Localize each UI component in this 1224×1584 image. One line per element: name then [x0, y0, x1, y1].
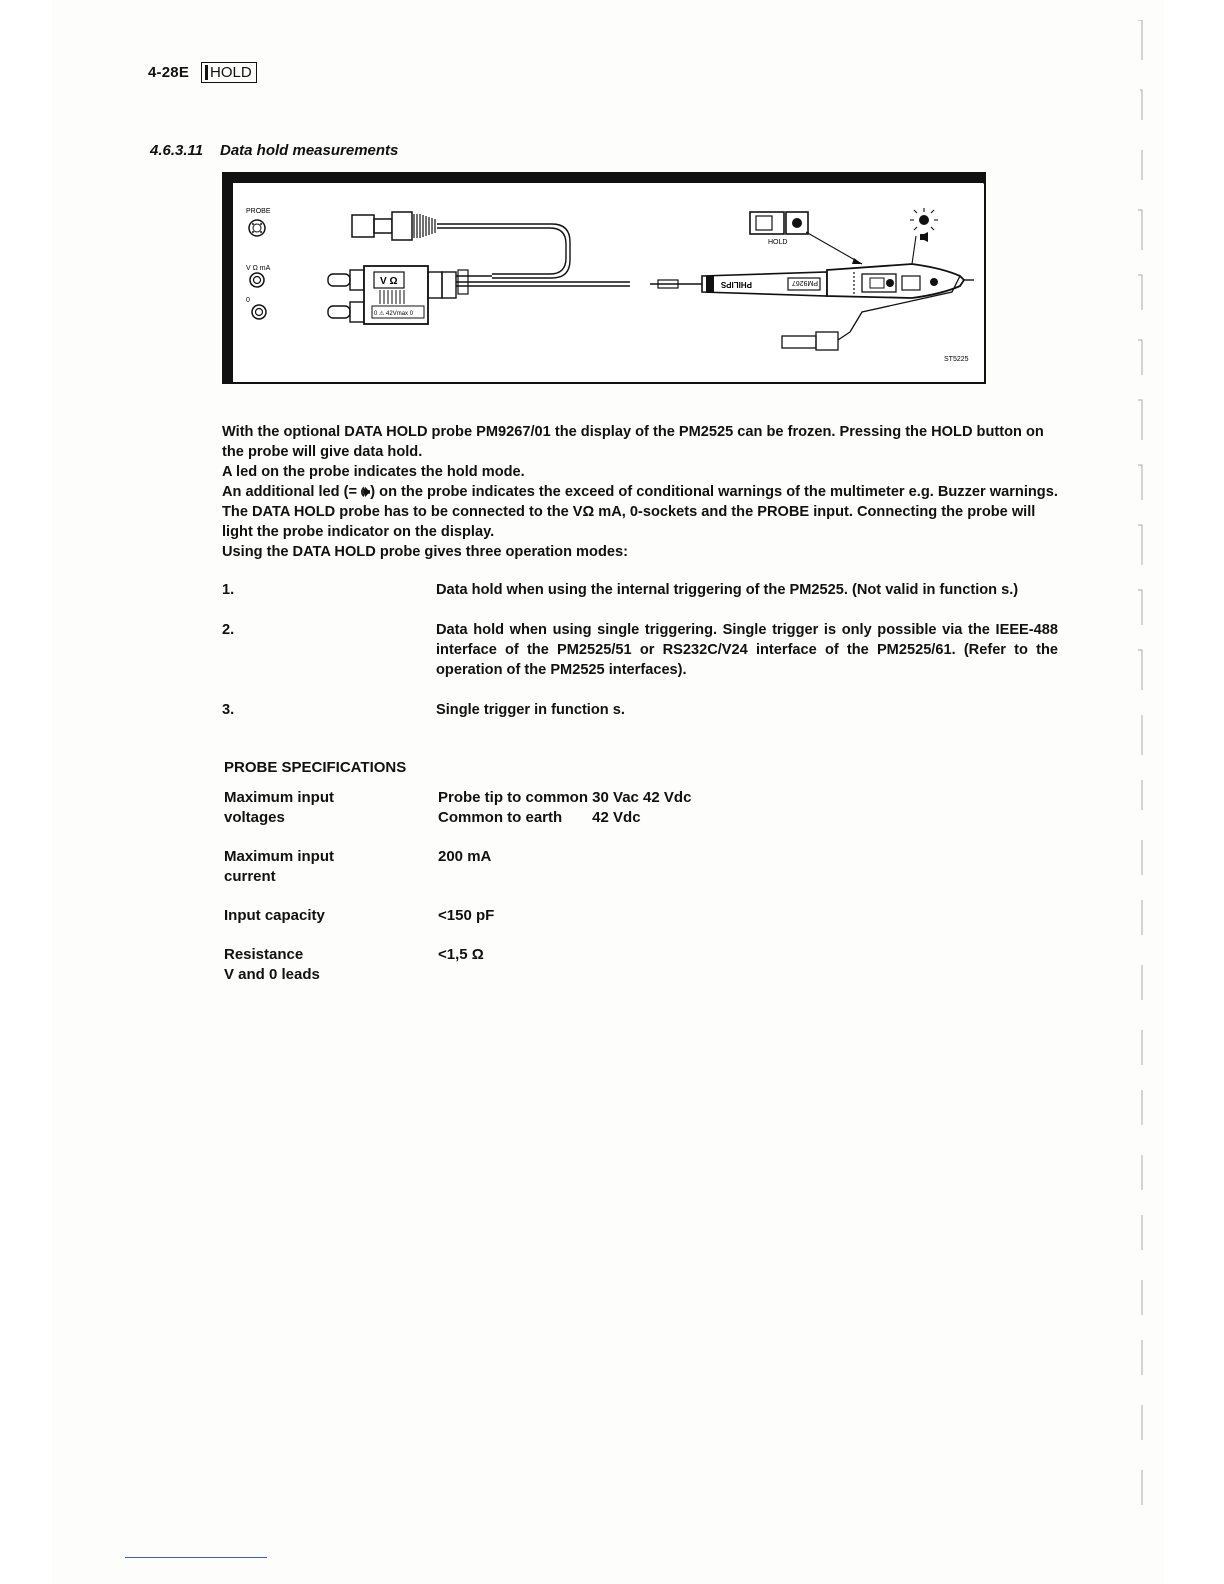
svg-text:PHILIPS: PHILIPS [720, 280, 752, 289]
mode-text: Data hold when using the internal triggering of the PM2525. (Not valid in function s.) [436, 582, 1019, 598]
spec-row [224, 847, 824, 887]
mode-text: Single trigger in function s. [436, 702, 625, 718]
hold-key-label: HOLD [210, 64, 252, 81]
description-paragraph: Using the DATA HOLD probe gives three operation modes: [222, 544, 628, 560]
page-number: 4-28E [148, 64, 190, 81]
spec-label-line: current [224, 868, 276, 885]
section-title: Data hold measurements [220, 142, 399, 159]
mode-number: 2. [222, 622, 235, 638]
spec-value [438, 906, 824, 926]
spec-label [224, 945, 438, 985]
spec-value [438, 847, 824, 887]
spec-value-part: 42 Vdc [592, 809, 641, 826]
description-paragraph: An additional led (= 🕪) on the probe indicates the exceed of conditional warnings of the multimeter e.g. Buzzer warnings. [222, 484, 1058, 500]
key-edge-icon [205, 65, 208, 80]
spec-value-line: Probe tip to common 30 Vac 42 Vdc [438, 789, 692, 806]
svg-text:0 ⚠ 42Vmax 0: 0 ⚠ 42Vmax 0 [374, 311, 414, 317]
description-paragraph: A led on the probe indicates the hold mode. [222, 464, 525, 480]
page-header [148, 62, 257, 83]
spec-row [224, 906, 824, 926]
mode-text: Data hold when using single triggering. Single trigger is only possible via the IEEE-488 interface of the PM2525/51 or RS232C/V24 interface of the PM2525/61. (Refer to the operation of the PM2525 interfaces). [436, 622, 1058, 678]
spec-row [224, 788, 824, 828]
description-paragraph: The DATA HOLD probe has to be connected to the VΩ mA, 0-sockets and the PROBE input. Connecting the probe will light the probe indicator on the display. [222, 504, 1036, 540]
figure-code: ST5225 [944, 356, 969, 363]
spec-label-line: Maximum input [224, 789, 335, 806]
section-number: 4.6.3.11 [150, 142, 204, 159]
hold-key-symbol [201, 62, 257, 83]
specs-title: PROBE SPECIFICATIONS [224, 759, 407, 776]
svg-text:PROBE: PROBE [246, 208, 271, 215]
description-text [222, 422, 1058, 562]
section-heading [150, 142, 398, 159]
spec-row [224, 945, 824, 985]
mode-number: 3. [222, 702, 235, 718]
spec-value [438, 945, 824, 985]
list-item [222, 580, 1058, 600]
list-item [222, 620, 1058, 680]
spec-label [224, 847, 438, 887]
footer-rule [125, 1557, 267, 1558]
spec-label-line: Maximum input [224, 848, 335, 865]
figure-left-bar [223, 173, 233, 383]
spec-value [438, 788, 824, 828]
spec-value-line: 200 mA [438, 848, 492, 865]
svg-text:V Ω mA: V Ω mA [246, 265, 271, 272]
spec-value-line: <1,5 Ω [438, 946, 484, 963]
operation-modes-list [222, 580, 1058, 740]
spec-value-part: Common to earth [438, 809, 563, 826]
binding-edge-marks [1132, 20, 1152, 1520]
mode-number: 1. [222, 582, 235, 598]
spec-value-line: <150 pF [438, 907, 495, 924]
svg-text:HOLD: HOLD [768, 239, 788, 246]
description-paragraph: With the optional DATA HOLD probe PM9267/01 the display of the PM2525 can be frozen. Pressing the HOLD button on the probe will give data hold. [222, 424, 1044, 460]
spec-label-line: V and 0 leads [224, 966, 320, 983]
spec-value-line [438, 808, 824, 828]
spec-label-line: Resistance [224, 946, 304, 963]
spec-label-line: voltages [224, 809, 285, 826]
svg-text:0: 0 [246, 297, 250, 304]
probe-specifications [224, 758, 824, 1004]
spec-label [224, 788, 438, 828]
probe-connection-figure [222, 172, 986, 384]
figure-top-bar [223, 173, 983, 183]
svg-text:PM9267: PM9267 [791, 279, 818, 286]
spec-label-line: Input capacity [224, 907, 325, 924]
spec-label [224, 906, 438, 926]
svg-text:V Ω: V Ω [380, 276, 398, 287]
list-item [222, 700, 1058, 720]
